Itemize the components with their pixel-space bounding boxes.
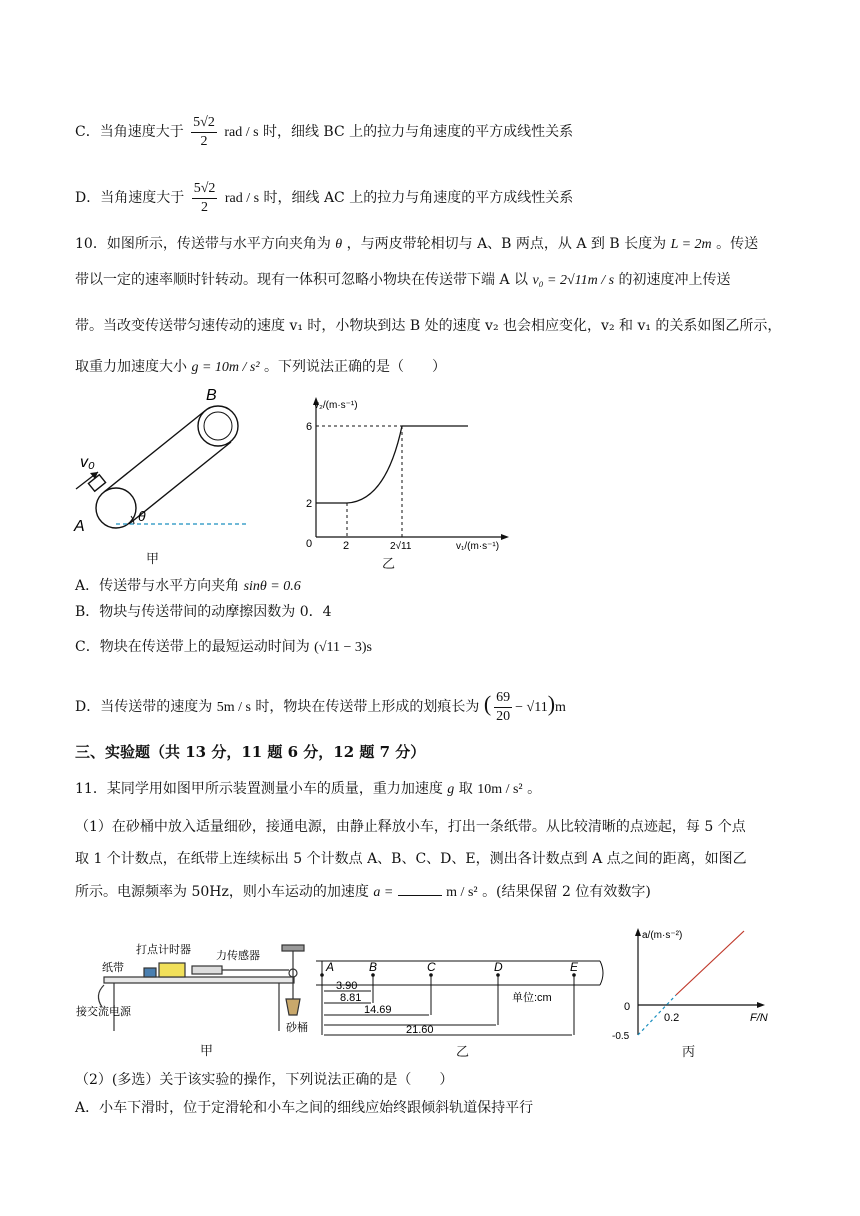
dist-ad: 14.69: [364, 1004, 392, 1016]
q10-option-b: B．物块与传送带间的动摩擦因数为 0．4: [75, 604, 332, 620]
tape-label-d: D: [494, 960, 503, 974]
tape-label-b: B: [369, 960, 378, 974]
q11-figure-af-graph: [604, 925, 780, 1045]
q11-p1-line3: 所示。电源频率为 50Hz，则小车运动的加速度 a = m / s² 。(结果保留 2 位有效数字): [75, 881, 651, 903]
timer: [144, 968, 156, 977]
label-a: A: [74, 518, 85, 535]
q10-line2: 带以一定的速率顺时针转动。现有一体积可忽略小物块在传送带下端 A 以 v₀ = 2√11m / s 的初速度冲上传送: [75, 272, 731, 288]
sensor-mount: [282, 945, 304, 951]
af-fit-line: [676, 931, 744, 995]
dist-ae: 21.60: [406, 1024, 434, 1036]
graph-ylabel: v₂/(m·s⁻¹): [314, 400, 358, 411]
q11-p2-option-a: A．小车下滑时，位于定滑轮和小车之间的细线应始终跟倾斜轨道保持平行: [75, 1100, 534, 1116]
dist-ac: 8.81: [340, 992, 362, 1004]
q11-intro: 11．某同学用如图甲所示装置测量小车的质量，重力加速度 g 取 10m / s² 。: [75, 781, 542, 797]
q9-option-d: [75, 178, 573, 219]
graph-y2: 2: [306, 498, 313, 510]
section-3-title: 三、实验题（共 13 分，11 题 6 分，12 题 7 分）: [75, 743, 426, 761]
track: [104, 977, 294, 983]
graph-origin: 0: [306, 538, 313, 550]
label-timer: 打点计时器: [136, 944, 191, 956]
q10-line1: 10．如图所示，传送带与水平方向夹角为 θ ，与两皮带轮相切与 A、B 两点，从 A 到 B 长度为 L = 2m 。传送: [75, 236, 759, 252]
q10-fig-jia-caption: 甲: [146, 552, 160, 567]
q9-c-label: C．当角速度大于: [75, 124, 184, 140]
sand-bucket: [286, 999, 300, 1015]
tape-label-e: E: [570, 960, 579, 974]
label-v0: v₀: [80, 454, 95, 471]
graph-x2: 2: [343, 540, 350, 552]
q11-p1-line2: 取 1 个计数点，在纸带上连续标出 5 个计数点 A、B、C、D、E，测出各计数点到 A 点之间的距离，如图乙: [75, 851, 747, 867]
q9-d-rest: 时，细线 AC 上的拉力与角速度的平方成线性关系: [263, 190, 574, 206]
force-sensor: [192, 966, 222, 974]
graph-y6: 6: [306, 421, 313, 433]
graph-xlabel: v₁/(m·s⁻¹): [456, 541, 500, 552]
q9-c-unit: rad / s: [224, 125, 259, 140]
q10-figure-conveyor: [68, 385, 258, 545]
af-x02: 0.2: [664, 1012, 680, 1024]
q10-line4: 取重力加速度大小 g = 10m / s² 。下列说法正确的是（ ）: [75, 359, 446, 375]
q9-c-rest: 时，细线 BC 上的拉力与角速度的平方成线性关系: [262, 124, 574, 140]
q9-d-label: D．当角速度大于: [75, 190, 185, 206]
q10-fig-yi-caption: 乙: [382, 557, 396, 572]
q9-d-unit: rad / s: [224, 191, 260, 206]
label-sensor: 力传感器: [216, 950, 260, 962]
label-bucket: 砂桶: [286, 1022, 308, 1034]
q10-d-fraction: $\frac{69}{20}$: [496, 689, 511, 724]
af-origin: 0: [624, 1001, 631, 1013]
q11-figure-tape: [316, 955, 606, 1040]
tape-label-c: C: [427, 960, 436, 974]
af-ylabel: a/(m·s⁻²): [642, 930, 683, 941]
tape-label-a: A: [326, 960, 335, 974]
q11-figure-apparatus: [74, 935, 324, 1035]
label-power: 接交流电源: [76, 1006, 131, 1018]
dist-ab: 3.90: [336, 980, 358, 992]
cart: [159, 963, 185, 977]
q10-option-c: C．物块在传送带上的最短运动时间为 (√11 − 3)s: [75, 639, 373, 655]
af-yneg: -0.5: [612, 1031, 630, 1042]
q11-p1-line1: （1）在砂桶中放入适量细砂，接通电源，由静止释放小车，打出一条纸带。从比较清晰的点迹起，每 5 个点: [75, 819, 746, 835]
q11-p2: （2）(多选）关于该实验的操作，下列说法正确的是（ ）: [75, 1072, 454, 1088]
q11-fig-bing-caption: 丙: [682, 1045, 696, 1060]
label-b: B: [206, 387, 217, 404]
q10-line3: 带。当改变传送带匀速传动的速度 v₁ 时，小物块到达 B 处的速度 v₂ 也会相应变化，v₂ 和 v₁ 的关系如图乙所示，: [75, 318, 782, 334]
label-theta: θ: [138, 508, 146, 524]
conveyor-belt: [88, 406, 238, 528]
af-xlabel: F/N: [750, 1012, 768, 1024]
q10-figure-graph: [296, 395, 516, 560]
q9-c-fraction: $\frac{5√2}{2}$: [193, 114, 215, 149]
graph-x2sqrt11: 2√11: [390, 541, 412, 552]
q10-option-d: D．当传送带的速度为 5m / s 时，物块在传送带上形成的划痕长为 ( $\frac{69}{20}$ − √11)m: [75, 689, 566, 724]
q10-option-a: A．传送带与水平方向夹角 sinθ = 0.6: [75, 578, 301, 594]
q9-d-fraction: $\frac{5√2}{2}$: [193, 180, 216, 215]
v2-curve: [316, 426, 468, 503]
q11-fig-jia-caption: 甲: [200, 1044, 214, 1059]
tape-unit: 单位:cm: [512, 992, 552, 1004]
q11-fig-yi-caption: 乙: [456, 1045, 470, 1060]
label-tape: 纸带: [102, 962, 124, 974]
pulley-a: [96, 488, 136, 528]
q9-option-c: [75, 112, 573, 153]
tape-point-a: [320, 973, 324, 977]
answer-blank[interactable]: [398, 881, 442, 896]
